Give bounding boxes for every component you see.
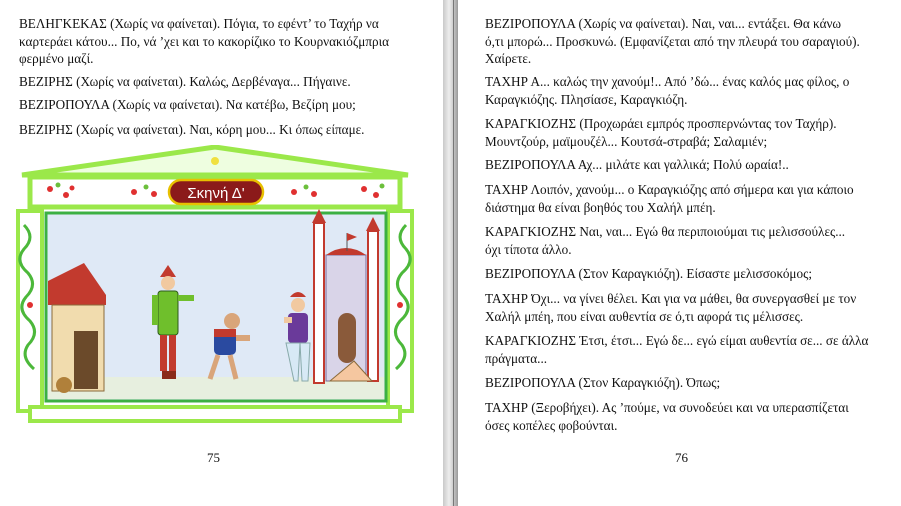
stage-base: [30, 407, 400, 421]
text-line: ΤΑΧΗΡ Α... καλώς την χανούμ!.. Από ’δώ... ένας καλός μας φίλος, ο: [485, 74, 850, 89]
paragraph: [485, 115, 837, 150]
text-line: ΤΑΧΗΡ Όχι... να γίνει θέλει. Και για να μάθει, θα συνεργασθεί με τον: [485, 291, 857, 306]
book-gutter: [443, 0, 458, 506]
text-line: ΒΕΖΙΡΗΣ (Χωρίς να φαίνεται). Καλώς, Δερβέναγα... Πήγαινε.: [19, 74, 351, 89]
text-line: ΚΑΡΑΓΚΙΟΖΗΣ Ναι, ναι... Εγώ θα περιποιούμαι τις μελισσούλες...: [485, 224, 846, 239]
paragraph: [485, 290, 856, 325]
text-line: ΒΕΖΙΡΟΠΟΥΛΑ (Χωρίς να φαίνεται). Ναι, ναι... εντάξει. Θα κάνω: [485, 16, 842, 31]
text-line: όχι τίποτα άλλο.: [485, 241, 572, 257]
text-line: Καραγκιόζης. Πλησίασε, Καραγκιόζη.: [485, 91, 688, 107]
page-number: 76: [675, 450, 688, 465]
text-line: ΒΕΖΙΡΗΣ (Χωρίς να φαίνεται). Ναι, κόρη μου... Κι όπως είπαμε.: [19, 122, 365, 137]
paragraph: [485, 181, 854, 216]
text-line: καρτεράει κάτου... Πο, νά ’χει και το κακορίζικο το Κουρνακιόζμπρια: [19, 33, 390, 49]
paragraph: [19, 73, 351, 91]
text-line: φερμένο μαζί.: [19, 51, 94, 66]
paragraph: [485, 223, 845, 258]
pediment-ornament: [211, 157, 219, 165]
text-line: ΒΕΖΙΡΟΠΟΥΛΑ Αχ... μιλάτε και γαλλικά; Πολύ ωραία!..: [485, 157, 789, 172]
paragraph: [485, 156, 789, 174]
paragraph: [19, 15, 389, 68]
right-page: [458, 0, 901, 506]
text-line: ΒΕΖΙΡΟΠΟΥΛΑ (Στον Καραγκιόζη). Είσαστε μελισσοκόμος;: [485, 266, 812, 281]
text-line: ό,τι μπορώ... Προσκυνώ. (Εμφανίζεται από την πλευρά του σαραγιού).: [485, 33, 860, 49]
text-line: Μουντζούρ, μαϊμουζέλ... Κουτσά-στραβά; Σαλαμιέν;: [485, 133, 768, 149]
text-line: Χαίρετε.: [485, 51, 532, 66]
paragraph: [485, 399, 849, 434]
paragraph: [485, 332, 868, 367]
puppet-stage-illustration: [14, 145, 416, 427]
left-page: [0, 0, 443, 506]
text-line: ΤΑΧΗΡ (Ξεροβήχει). Ας ’πούμε, να συνοδεύει και να υπερασπίζεται: [485, 400, 849, 415]
text-line: όσες κοπέλες φοβούνται.: [485, 417, 618, 433]
text-line: ΤΑΧΗΡ Λοιπόν, χανούμ... ο Καραγκιόζης από σήμερα και για κάποιο: [485, 182, 854, 197]
hut-illustration: [48, 263, 106, 393]
paragraph: [19, 121, 364, 139]
text-line: ΒΕΖΙΡΟΠΟΥΛΑ (Στον Καραγκιόζη). Όπως;: [485, 375, 721, 390]
text-line: ΚΑΡΑΓΚΙΟΖΗΣ Έτσι, έτσι... Εγώ δε... εγώ είμαι αυθεντία σε... σε άλλα: [485, 333, 869, 348]
paragraph: [485, 265, 812, 283]
text-line: πράγματα...: [485, 350, 548, 366]
text-line: ΒΕΖΙΡΟΠΟΥΛΑ (Χωρίς να φαίνεται). Να κατέβω, Βεζίρη μου;: [19, 97, 356, 112]
text-line: ΒΕΛΗΓΚΕΚΑΣ (Χωρίς να φαίνεται). Πόγια, το εφέντ’ το Ταχήρ να: [19, 16, 379, 31]
page-number: 75: [207, 450, 220, 465]
text-line: ΚΑΡΑΓΚΙΟΖΗΣ (Προχωράει εμπρός προσπερνώντας τον Ταχήρ).: [485, 116, 837, 131]
text-line: διάστημα θα είναι βοηθός του Χαλήλ μπέη.: [485, 199, 716, 215]
paragraph: [19, 96, 356, 114]
paragraph: [485, 374, 720, 392]
paragraph: [485, 73, 849, 108]
paragraph: [485, 15, 860, 68]
scene-label: Σκηνή Δ': [187, 185, 245, 202]
text-line: Χαλήλ μπέη, που είναι αυθεντία σε ό,τι αφορά τις μέλισσες.: [485, 308, 804, 324]
